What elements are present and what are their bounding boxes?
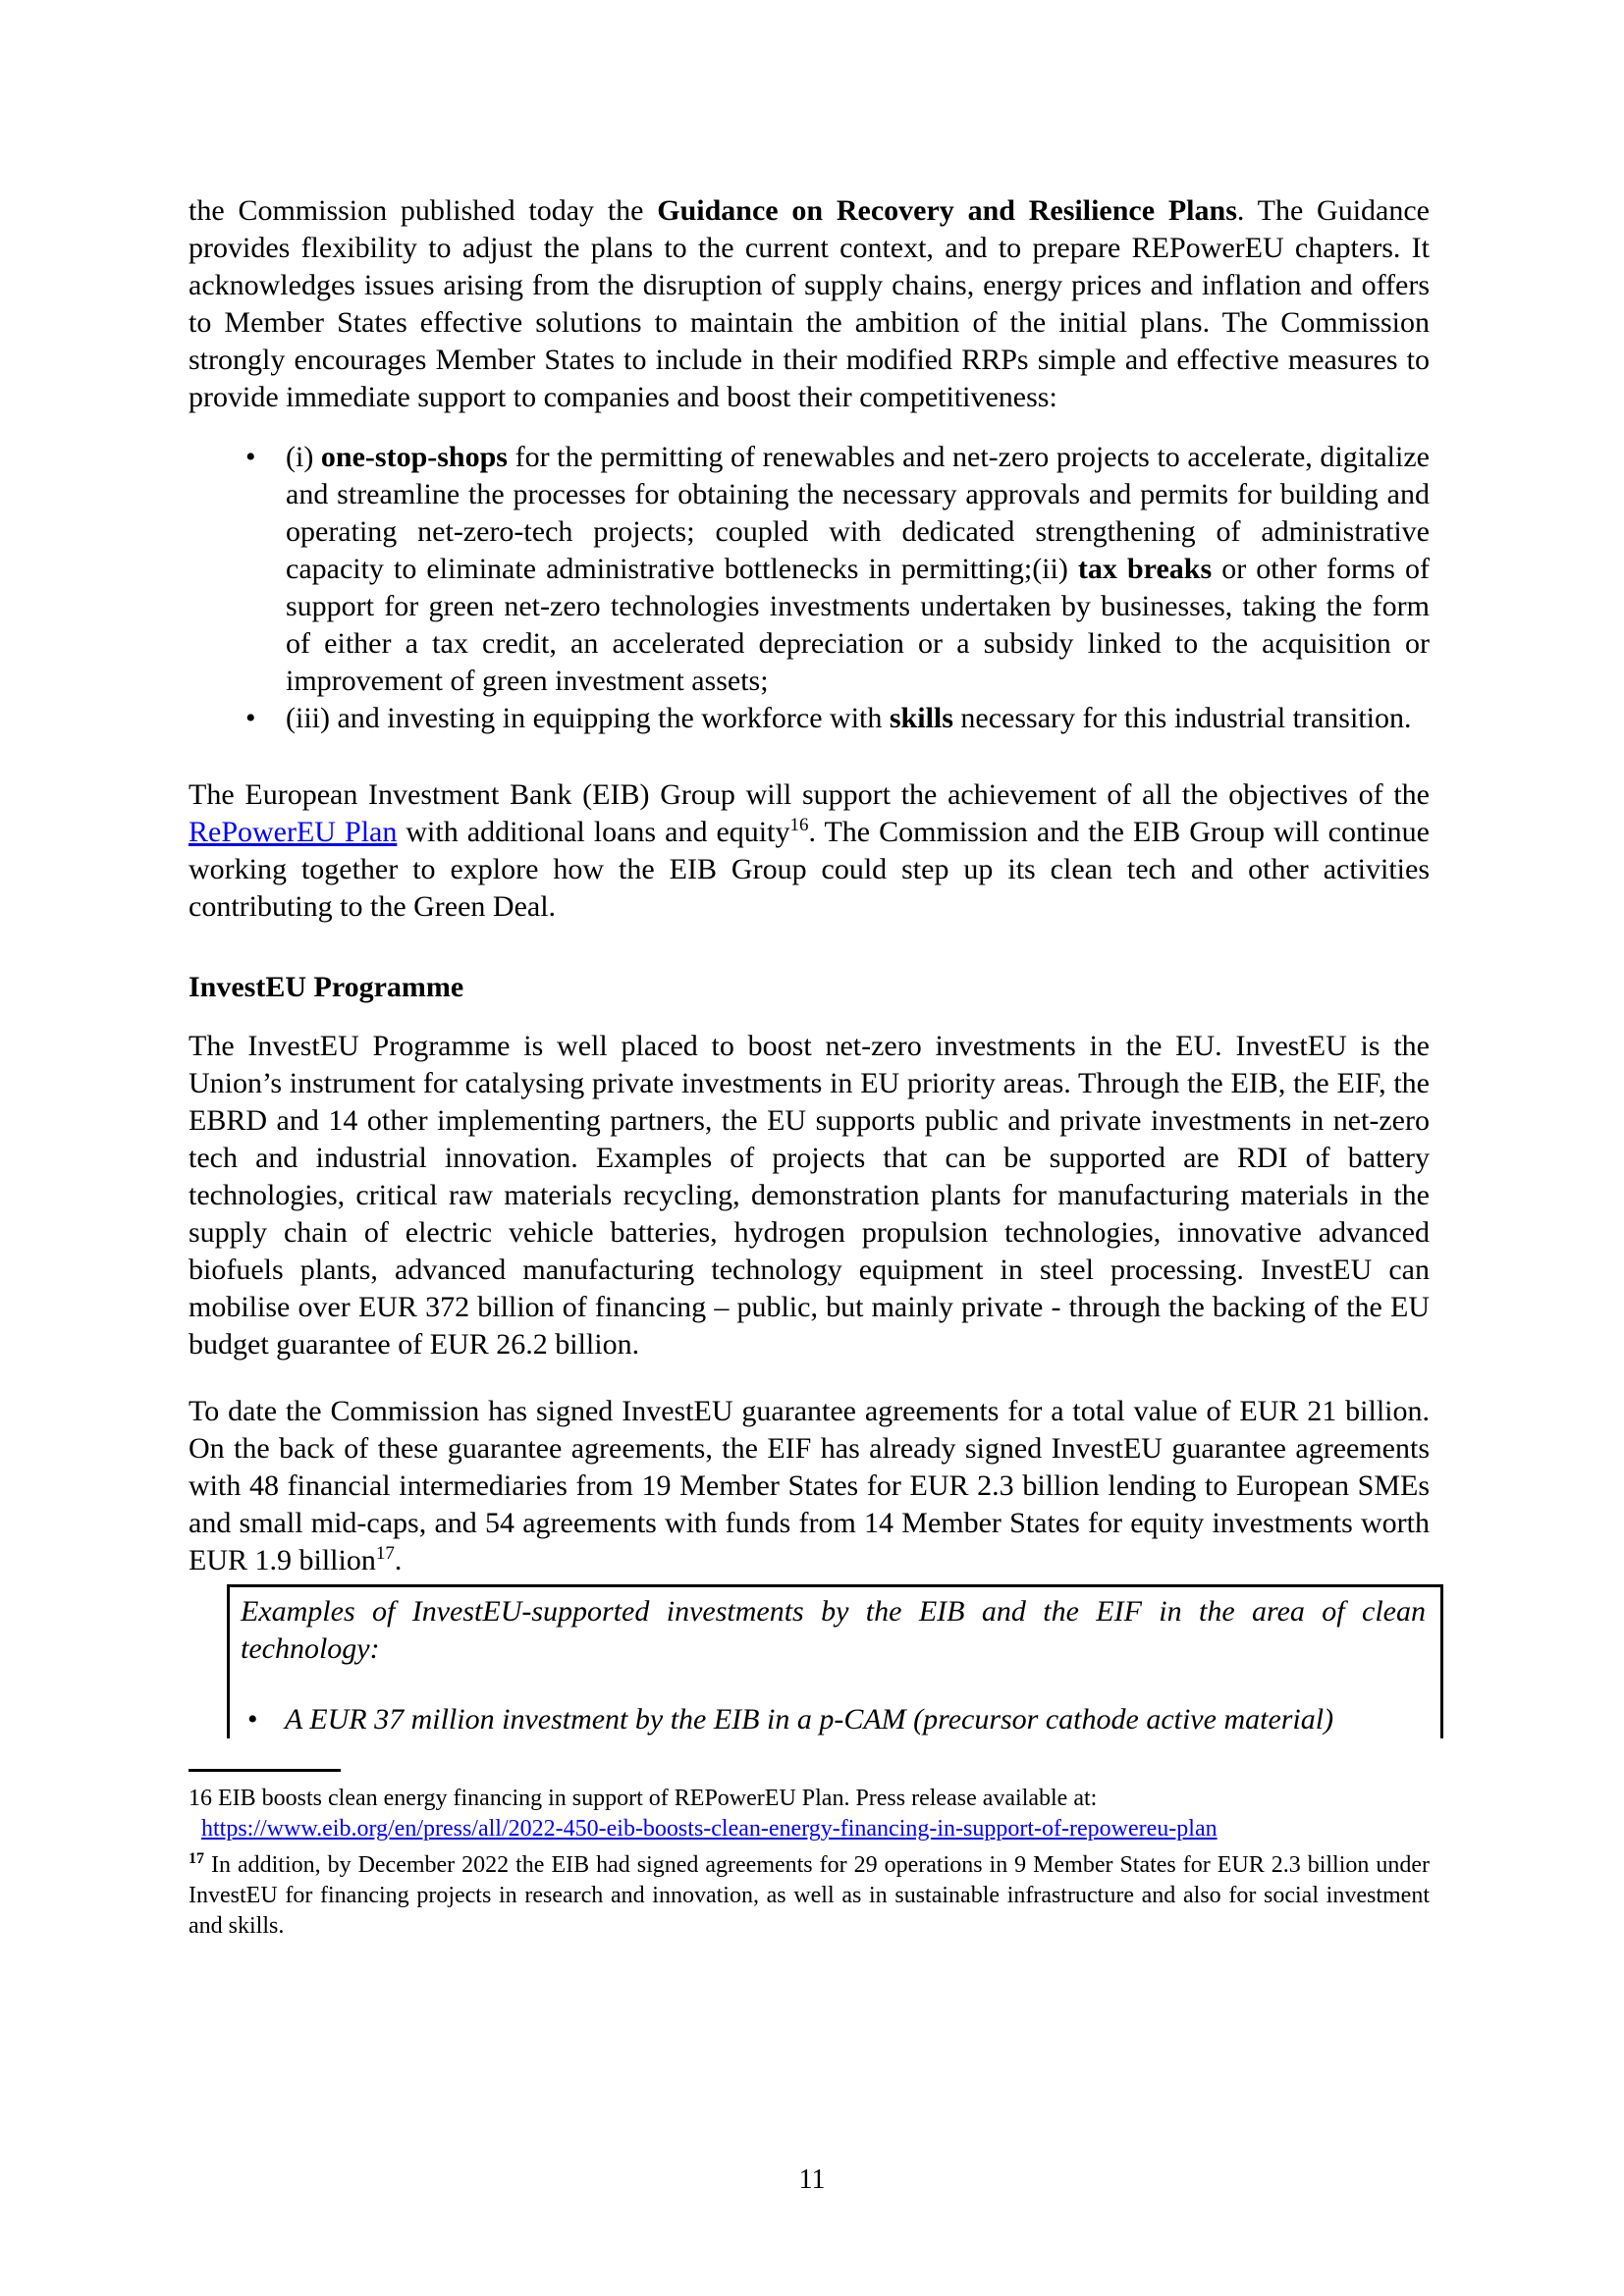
bold-one-stop-shops: one-stop-shops xyxy=(320,441,508,473)
paragraph-eib-group xyxy=(189,776,1430,926)
text-run: (iii) and investing in equipping the workforce with xyxy=(286,702,890,734)
footnote-16-text: EIB boosts clean energy financing in support of REPowerEU Plan. Press release available at: xyxy=(218,1786,1098,1811)
footnote-ref-16: 16 xyxy=(789,815,809,835)
page-number: 11 xyxy=(798,2164,826,2195)
text-run: . The Commission and the EIB Group will continue working together to explore how the EIB Group could step up its clean tech and other activities contributing to the Green Deal. xyxy=(189,816,1430,923)
paragraph-guarantee-agreements xyxy=(189,1393,1430,1579)
footnote-17-text: In addition, by December 2022 the EIB had signed agreements for 29 operations in 9 Member States for EUR 2.3 billion under InvestEU for financing projects in research and innovation, as well as in sustainable infrastructure and also for social investment and skills. xyxy=(189,1852,1430,1939)
bold-skills: skills xyxy=(889,702,953,734)
page-body xyxy=(189,192,1430,1942)
paragraph-investeu-programme: The InvestEU Programme is well placed to boost net-zero investments in the EU. InvestEU is the Union’s instrument for catalysing private investments in EU priority areas. Through the EIB, the EIF, the EBRD and 14 other implementing partners, the EU supports public and private investments in net-zero tech and industrial innovation. Examples of projects that can be supported are RDI of battery technologies, critical raw materials recycling, demonstration plants for manufacturing materials in the supply chain of electric vehicle batteries, hydrogen propulsion technologies, innovative advanced biofuels plants, advanced manufacturing technology equipment in steel processing. InvestEU can mobilise over EUR 372 billion of financing – public, but mainly private - through the backing of the EU budget guarantee of EUR 26.2 billion. xyxy=(189,1030,1430,1361)
text-run: . The Guidance provides flexibility to adjust the plans to the current context, and to prepare REPowerEU chapters. It acknowledges issues arising from the disruption of supply chains, energy prices and inflation and offers to Member States effective solutions to maintain the ambition of the initial plans. The Commission strongly encourages Member States to include in their modified RRPs simple and effective measures to provide immediate support to companies and boost their competitiveness: xyxy=(189,194,1431,413)
bold-tax-breaks: tax breaks xyxy=(1077,553,1213,585)
footnote-17-label: 17 xyxy=(189,1850,204,1867)
bullet-list xyxy=(189,439,1430,737)
text-run: A EUR 37 million investment by the EIB in a p-CAM (precursor cathode active material) xyxy=(285,1703,1334,1735)
text-run: with additional loans and equity xyxy=(397,816,790,848)
text-run: (i) xyxy=(286,441,321,473)
repowereu-plan-link[interactable]: RePowerEU Plan xyxy=(189,816,398,848)
text-run: for the permitting of renewables and net-zero projects to accelerate, digitalize and streamline the processes for obtaining the necessary approvals and permits for building and operating net-zero-tech projects; coupled with dedicated strengthening of administrative capacity to eliminate administrative bottlenecks in permitting;(ii) xyxy=(286,441,1430,585)
footnote-ref-17: 17 xyxy=(375,1543,395,1564)
bold-guidance-title: Guidance on Recovery and Resilience Plans xyxy=(657,194,1237,227)
text-run: . xyxy=(394,1544,403,1576)
text-run: the Commission published today the xyxy=(189,194,658,227)
examples-box-intro: Examples of InvestEU-supported investments by the EIB and the EIF in the area of clean technology: xyxy=(241,1595,1426,1665)
text-run: To date the Commission has signed InvestEU guarantee agreements for a total value of EUR 21 billion. On the back of these guarantee agreements, the EIF has already signed InvestEU guarantee agreements with 48 financial intermediaries from 19 Member States for EUR 2.3 billion lending to European SMEs and small mid-caps, and 54 agreements with funds from 14 Member States for equity investments worth EUR 1.9 billion xyxy=(189,1395,1430,1576)
examples-box xyxy=(227,1584,1443,1738)
text-run: The European Investment Bank (EIB) Group will support the achievement of all the objectives of the xyxy=(189,778,1430,811)
text-run: or other forms of support for green net-zero technologies investments undertaken by businesses, taking the form of either a tax credit, an accelerated depreciation or a subsidy linked to the acquisition or improvement of green investment assets; xyxy=(286,553,1431,697)
footnote-16 xyxy=(189,1784,1430,1844)
footnote-17 xyxy=(189,1850,1430,1942)
examples-box-list xyxy=(241,1701,1426,1738)
footnote-separator xyxy=(189,1769,341,1772)
text-run: necessary for this industrial transition. xyxy=(952,702,1412,734)
section-heading-investeu: InvestEU Programme xyxy=(189,971,464,1003)
list-item-one-stop-shops xyxy=(189,439,1430,700)
examples-box-item xyxy=(241,1701,1426,1738)
footnote-16-label: 16 xyxy=(189,1786,218,1811)
list-item-skills xyxy=(189,700,1430,737)
paragraph-guidance xyxy=(189,192,1430,416)
footnote-16-url-link[interactable]: https://www.eib.org/en/press/all/2022-450-eib-boosts-clean-energy-financing-in-support-of-repowereu-plan xyxy=(201,1816,1218,1842)
footnote-area xyxy=(189,1769,1430,1942)
